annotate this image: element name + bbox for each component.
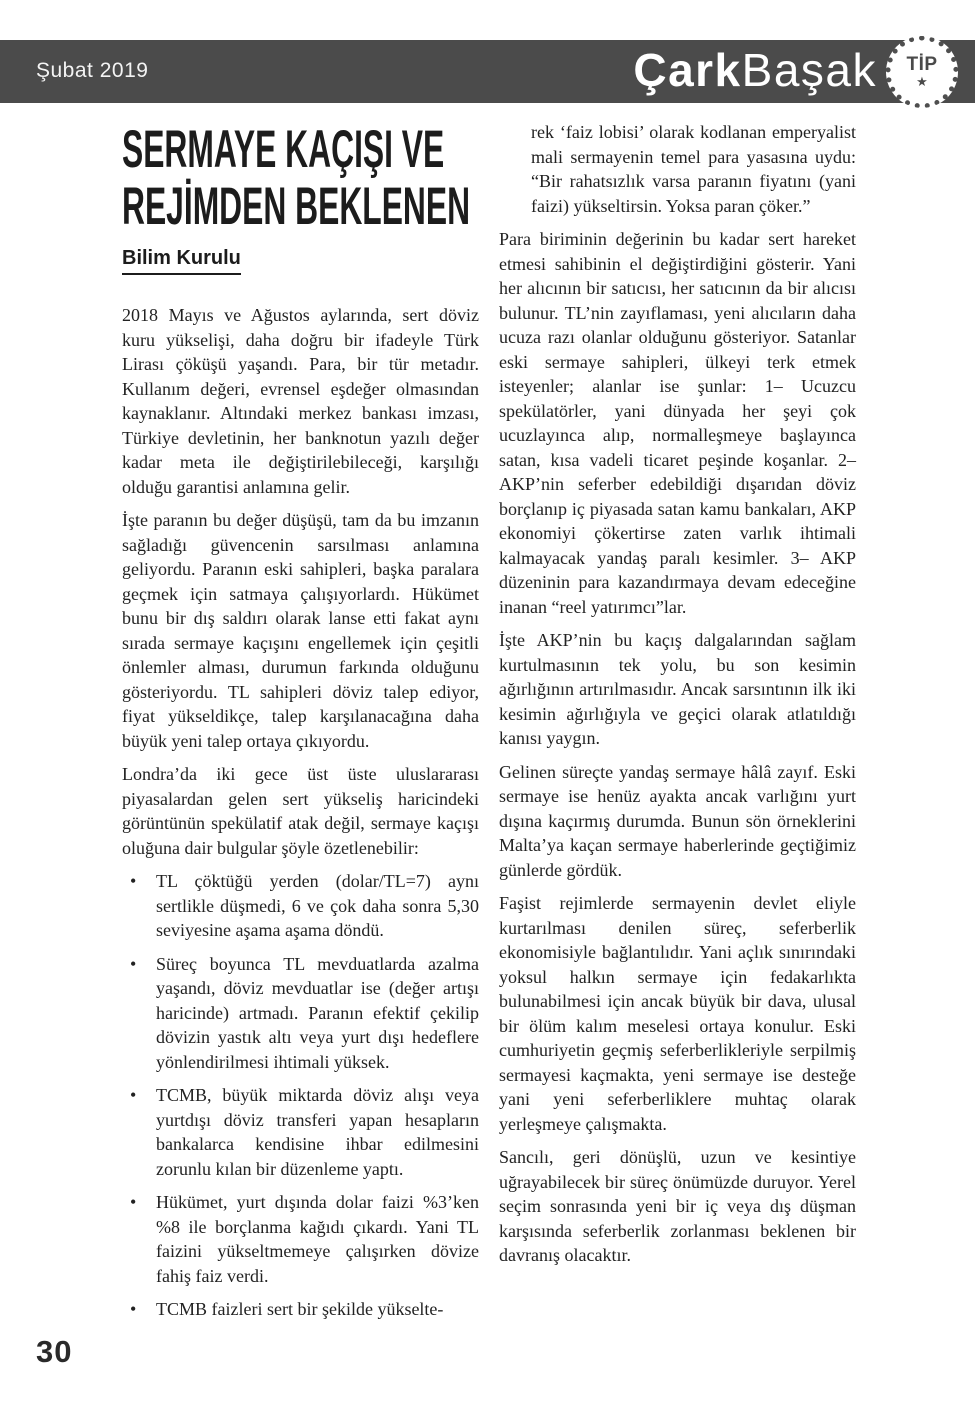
paragraph: Gelinen süreçte yandaş sermaye hâlâ zayıf. Eski sermaye ise henüz ayakta ancak varlığını yurt dışına kaçırmış durumda. Bunun sön örneklerini Malta’ya kaçan sermaye haberlerinde geçtiğimiz günlerde gördük. <box>499 761 856 880</box>
bullet-text: Hükümet, yurt dışında dolar faizi %3’ken %8 ile borçlanma kağıdı çıkardı. Yani TL faizini yükseltmemeye çalışırken dövize fahiş faiz verdi. <box>156 1192 479 1286</box>
bullet-item <box>122 1297 479 1322</box>
bullet-item <box>122 952 479 1075</box>
bullet-item <box>122 1083 479 1181</box>
paragraph: Para biriminin değerinin bu kadar sert hareket etmesi sahibinin el değiştirdiğini gösterir. Yani her alıcının bir satıcısı, her satıcının da bir alıcısı bulunur. TL’nin zayıflaması, yeni alıcıların daha ucuza razı olanlar olduğunu gösteriyor. Satanlar eski sermaye sahipleri, ülkeyi terk etmek isteyenler; alanlar ise şunlar: 1– Ucuzcu spekülatörler, yani dünyada her şeyi çok ucuzlayınca alıp, normalleşmeye başlayınca satan, kısa vadeli ticaret peşinde koşanlar. 2– AKP’nin seferber edebildiği dışarıdan döviz borçlanıp iç piyasada satan kamu bankaları, AKP ekonomiyi çökertirse zaten varlık ihtimali kalmayacak yandaş paralı kesimler. 3– AKP düzeninin para kazandırmaya devam edeceğine inanan “reel yatırımcı”lar. <box>499 229 856 617</box>
issue-date: Şubat 2019 <box>36 59 149 82</box>
bullet-continuation: rek ‘faiz lobisi’ olarak kodlanan emperyalist mali sermayenin temel para yasasına uydu: “Bir rahatsızlık varsa paranın fiyatını (yani faizi) yükseltirsin. Yoksa paran çöker.” <box>531 122 856 216</box>
right-column <box>499 120 856 1277</box>
bullet-item <box>122 1190 479 1288</box>
bullet-text: TL çöktüğü yerden (dolar/TL=7) aynı sertlikle düşmedi, 6 ve çok daha sonra 5,30 seviyesine aşama aşama döndü. <box>156 871 479 940</box>
bullet-marker: • <box>130 1085 137 1105</box>
bullet-marker: • <box>130 1299 137 1319</box>
bullet-marker: • <box>130 953 137 974</box>
masthead-part2: Başak <box>741 44 877 96</box>
header-bar <box>0 40 975 103</box>
bullet-text: TCMB faizleri sert bir şekilde yükselte- <box>156 1299 444 1319</box>
paragraph: Faşist rejimlerde sermayenin devlet eliyle kurtarılması denilen süreç, seferberlik ekonomisiyle bağlantılıdır. Yani açlık sınırındaki yoksul halkın sermaye için fedakarlıkta bulunabilmesi için ancak büyük bir dava, ulusal bir ölüm kalım meselesi ortaya konulur. Eski cumhuriyetin geçmiş seferberlikleriyle serpilmiş sermayesi kaçmakta, yeni sermaye ise desteğe yani yeni seferberliklere muhtaç olarak yerleşmeye çalışmakta. <box>499 893 856 1134</box>
paragraph: Sancılı, geri dönüşlü, uzun ve kesintiye uğrayabilecek bir süreç önümüzde duruyor. Yerel seçim sonrasında yeni bir iç veya dış düşman karşısında seferberlik zorlanması beklenen bir davranış olacaktır. <box>499 1147 856 1265</box>
paragraph: Londra’da iki gece üst üste uluslararası piyasalardan gelen sert yükseliş haricindeki görüntünün spekülatif atak değil, sermaye kaçışı oluğuna dair bulgular şöyle özetlenebilir: <box>122 764 479 858</box>
paragraph: 2018 Mayıs ve Ağustos aylarında, sert döviz kuru yükselişi, daha doğru bir ifadeyle Türk Lirası çöküşü yaşandı. Para, bir tür metadır. Kullanım değeri, evrensel eşdeğer olmasından kaynaklanır. Altındaki merkez bankası imzası, Türkiye devletinin, her banknotun yazılı değer kadar meta ile değiştirilebileceği, karşılığı olduğu garantisi anlamına gelir. <box>122 305 479 497</box>
bullet-item <box>122 869 479 943</box>
bullet-marker: • <box>130 1192 137 1212</box>
paragraph: İşte paranın bu değer düşüşü, tam da bu imzanın sağladığı güvencenin sarsılması anlamına geliyordu. Paranın eski sahipleri, başka paralara geçmek için satmaya çalışıyorlardı. Hükümet bunu bir dış saldırı olarak lanse etti fakat aynı sırada sermaye kaçışını engellemek için çeşitli önlemler alması, durumun farkında olduğunu gösteriyordu. TL sahipleri döviz talep ediyor, fiyat yükseldikçe, talep karşılanacağına daha büyük yeni talep ortaya çıkıyordu. <box>122 510 479 751</box>
article-title-line2: REJİMDEN BEKLENEN <box>122 177 471 236</box>
masthead-part1: Çark <box>633 44 742 96</box>
tip-party-logo-icon <box>886 36 958 108</box>
page-number: 30 <box>36 1334 73 1369</box>
masthead <box>633 43 877 97</box>
star-icon: ★ <box>916 74 928 89</box>
byline: Bilim Kurulu <box>122 247 241 275</box>
paragraph: İşte AKP’nin bu kaçış dalgalarından sağlam kurtulmasının tek yolu, bu son kesimin ağırlığının artırılmasıdır. Ancak sarsıntının ilk iki kesimin ağırlığıyla ve geçici olarak atlatıldığı kanısı yaygın. <box>499 630 856 748</box>
logo-text: TİP <box>906 54 938 75</box>
left-column <box>122 303 479 1331</box>
bullet-text: TCMB, büyük miktarda döviz alışı veya yurtdışı döviz transferi yapan hesapların bankalarca kendisine ihbar edilmesini zorunlu kılan bir düzenleme yaptı. <box>156 1085 479 1179</box>
bullet-marker: • <box>130 871 137 891</box>
bullet-text: Süreç boyunca TL mevduatlarda azalma yaşandı, döviz mevduatlar ise (değer artışı haricinde) artmadı. Paranın efektif çekilip dövizin yastık altı veya yurt dışı hedeflere yönlendirilmesi ihtimali yüksek. <box>156 953 479 1072</box>
article-title-line1: SERMAYE KAÇIŞI VE <box>122 120 445 179</box>
